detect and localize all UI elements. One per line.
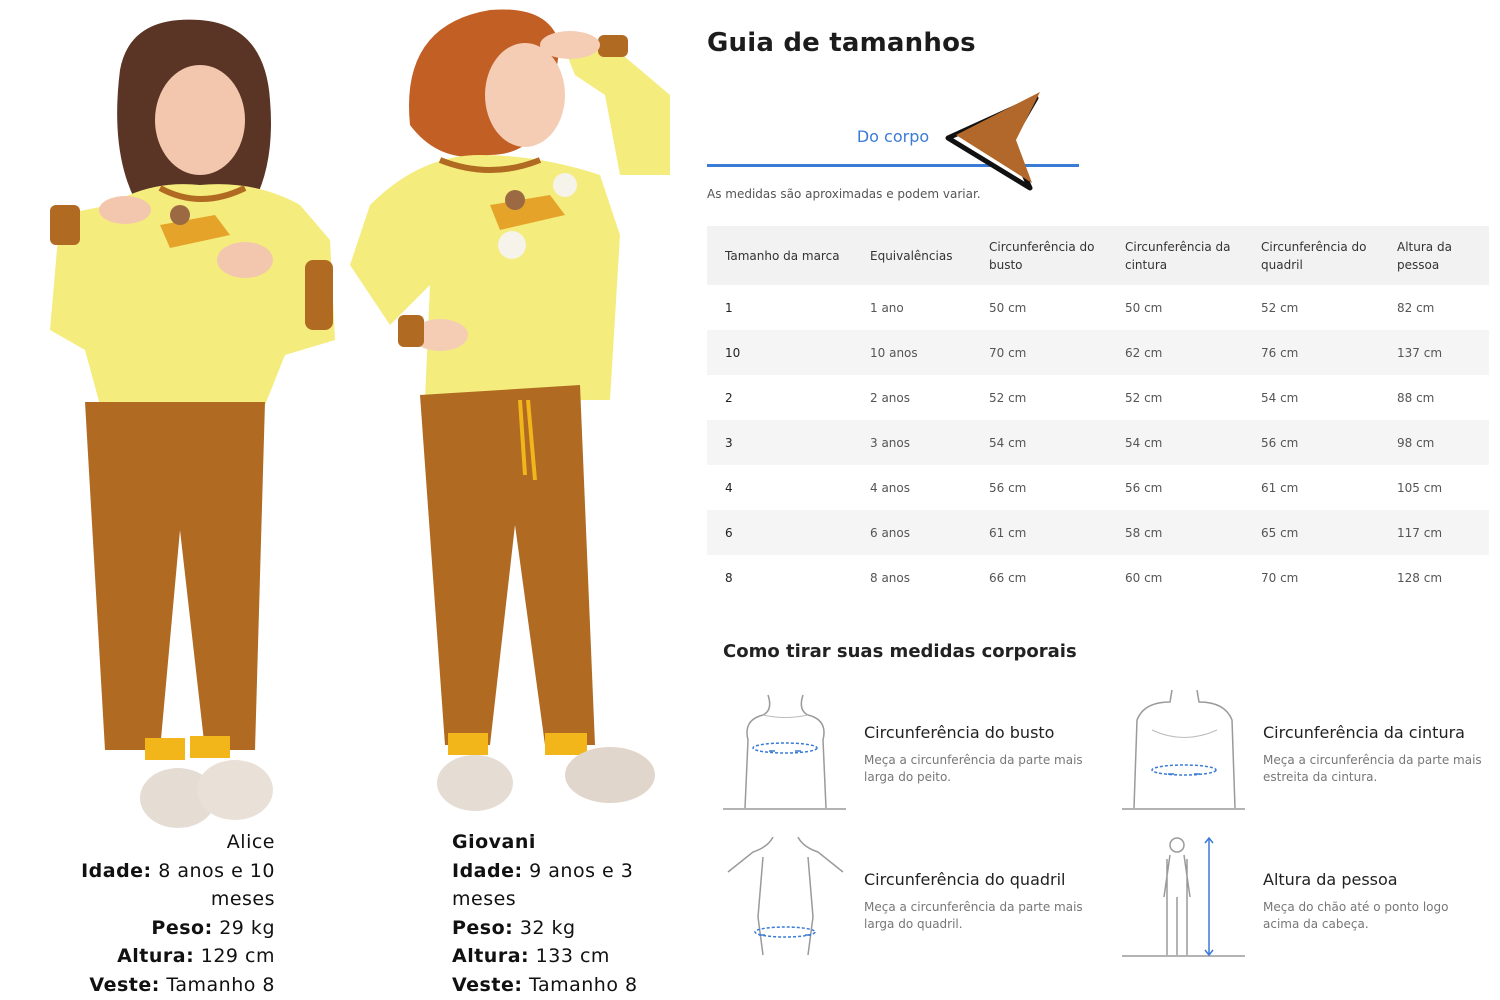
table-row <box>707 330 1489 375</box>
measure-title: Circunferência do quadril <box>864 870 1066 889</box>
kid-name: Alice <box>226 831 275 853</box>
measure-title: Altura da pessoa <box>1263 870 1398 889</box>
tab-label: Do corpo <box>856 127 930 146</box>
table-cell: 61 cm <box>971 510 1107 555</box>
table-cell: 54 cm <box>1107 420 1243 465</box>
col-header-bust: Circunferência do busto <box>971 226 1107 285</box>
table-cell: 8 <box>725 570 733 585</box>
wears-label: Veste: <box>89 973 160 996</box>
arrow-pointer-icon <box>940 88 1050 193</box>
table-cell: 8 anos <box>870 570 911 585</box>
table-cell: 56 cm <box>1243 420 1379 465</box>
wears-label: Veste: <box>452 973 523 996</box>
weight-value: 32 kg <box>519 916 576 939</box>
table-cell: 70 cm <box>971 330 1107 375</box>
measure-hip <box>723 837 1103 972</box>
height-label: Altura: <box>117 945 195 967</box>
measure-bust <box>723 690 1103 825</box>
table-cell: 2 <box>725 390 733 405</box>
table-header-row <box>707 226 1489 285</box>
page-title: Guia de tamanhos <box>707 28 976 58</box>
table-cell: 54 cm <box>1261 390 1299 405</box>
table-cell: 60 cm <box>1125 570 1163 585</box>
table-cell: 70 cm <box>1261 570 1299 585</box>
height-value: 129 cm <box>200 945 275 967</box>
table-cell: 62 cm <box>1107 330 1243 375</box>
measure-height <box>1122 837 1500 972</box>
table-cell: 65 cm <box>1243 510 1379 555</box>
table-cell: 117 cm <box>1379 510 1489 555</box>
table-cell: 61 cm <box>1261 480 1299 495</box>
table-cell: 3 <box>707 420 852 465</box>
kid-info-alice <box>20 828 275 999</box>
table-cell: 10 <box>707 330 852 375</box>
table-cell: 56 cm <box>1125 480 1163 495</box>
table-cell: 137 cm <box>1379 330 1489 375</box>
col-header-hip: Circunferência do quadril <box>1243 226 1379 285</box>
table-row <box>707 420 1489 465</box>
table-cell: 2 anos <box>870 390 911 405</box>
wears-value: Tamanho 8 <box>528 973 638 996</box>
waist-figure-icon <box>1122 690 1247 820</box>
table-cell: 4 <box>725 480 733 495</box>
table-cell: 128 cm <box>1397 570 1443 585</box>
height-figure-icon <box>1122 837 1247 967</box>
measurement-note: As medidas são aproximadas e podem variar. <box>707 187 981 201</box>
wears-value: Tamanho 8 <box>166 973 275 996</box>
table-cell: 4 anos <box>870 480 911 495</box>
age-label: Idade: <box>81 859 152 882</box>
table-cell: 82 cm <box>1397 300 1435 315</box>
kid-info-giovani <box>452 828 692 999</box>
table-cell: 1 ano <box>870 300 904 315</box>
table-cell: 88 cm <box>1397 390 1435 405</box>
table-row <box>707 465 1489 510</box>
height-value: 133 cm <box>535 945 610 967</box>
table-row <box>707 510 1489 555</box>
measure-description: Meça do chão até o ponto logo acima da cabeça. <box>1263 900 1449 931</box>
hip-figure-icon <box>723 837 848 967</box>
table-cell: 76 cm <box>1243 330 1379 375</box>
table-row <box>707 375 1489 420</box>
col-header-size: Tamanho da marca <box>707 226 852 285</box>
weight-label: Peso: <box>151 916 213 939</box>
table-cell: 3 anos <box>852 420 971 465</box>
height-label: Altura: <box>452 945 530 967</box>
weight-label: Peso: <box>452 916 514 939</box>
table-cell: 52 cm <box>1125 390 1163 405</box>
table-cell: 52 cm <box>989 390 1027 405</box>
table-cell: 54 cm <box>971 420 1107 465</box>
measure-description: Meça a circunferência da parte mais estreita da cintura. <box>1263 753 1482 784</box>
kid-name: Giovani <box>452 831 536 853</box>
table-cell: 105 cm <box>1397 480 1443 495</box>
model-photo-alice <box>40 10 350 830</box>
table-cell: 10 anos <box>852 330 971 375</box>
age-label: Idade: <box>452 859 523 882</box>
weight-value: 29 kg <box>219 916 275 939</box>
table-cell: 98 cm <box>1379 420 1489 465</box>
table-cell: 6 anos <box>852 510 971 555</box>
col-header-waist: Circunferência da cintura <box>1107 226 1243 285</box>
measure-description: Meça a circunferência da parte mais larga do quadril. <box>864 900 1083 931</box>
age-value: 8 anos e 10 meses <box>158 859 275 910</box>
size-table <box>707 226 1489 600</box>
col-header-equivalence: Equivalências <box>852 226 971 285</box>
measure-title: Circunferência da cintura <box>1263 723 1465 742</box>
table-cell: 1 <box>725 300 733 315</box>
table-row <box>707 285 1489 330</box>
measure-description: Meça a circunferência da parte mais larga do peito. <box>864 753 1083 784</box>
table-cell: 66 cm <box>989 570 1027 585</box>
table-cell: 56 cm <box>989 480 1027 495</box>
age-value: 9 anos e 3 meses <box>452 859 634 910</box>
table-cell: 58 cm <box>1107 510 1243 555</box>
table-cell: 50 cm <box>1125 300 1163 315</box>
table-row <box>707 555 1489 600</box>
table-cell: 6 <box>707 510 852 555</box>
how-to-measure-title: Como tirar suas medidas corporais <box>723 641 1077 662</box>
model-photo-giovani <box>340 5 680 825</box>
measure-waist <box>1122 690 1500 825</box>
bust-figure-icon <box>723 690 848 820</box>
table-cell: 50 cm <box>989 300 1027 315</box>
col-header-height: Altura da pessoa <box>1379 226 1489 285</box>
table-cell: 52 cm <box>1261 300 1299 315</box>
measure-title: Circunferência do busto <box>864 723 1055 742</box>
